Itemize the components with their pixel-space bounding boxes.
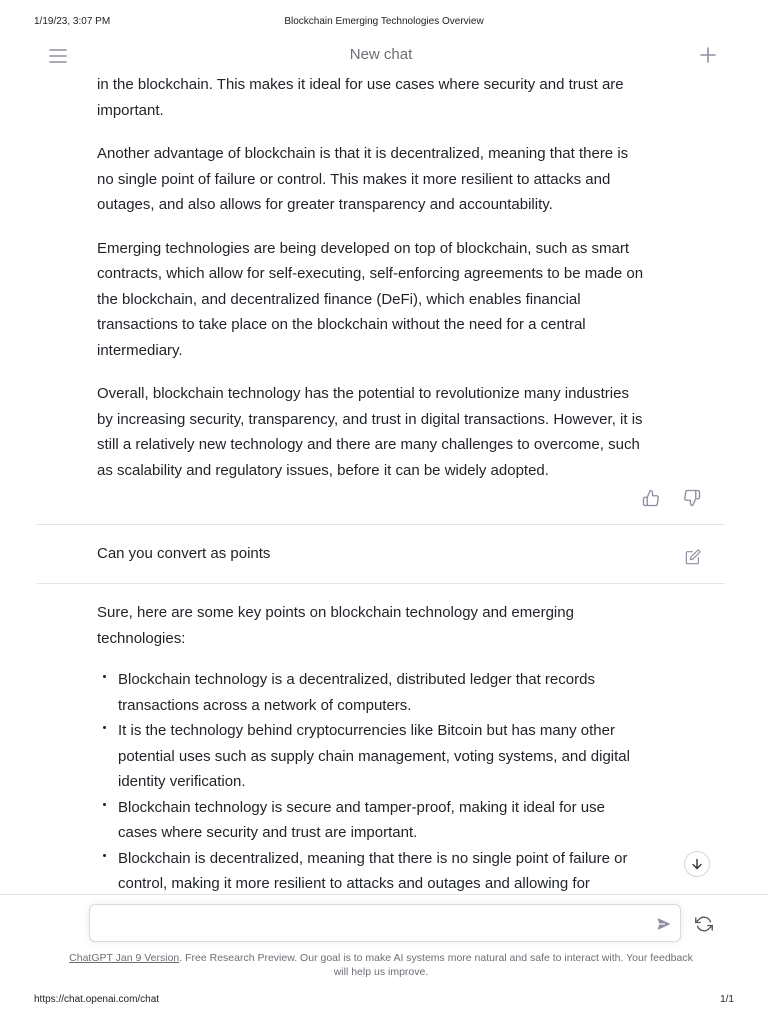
list-item: Blockchain is decentralized, meaning that there is no single point of failure or control, making it more resilient to attacks and outages and allowing for xyxy=(118,846,645,897)
user-message-text: Can you convert as points xyxy=(97,545,271,562)
list-item: It is the technology behind cryptocurrencies like Bitcoin but has many other potential uses such as supply chain management, voting systems, and digital identity verification. xyxy=(118,718,645,795)
conversation xyxy=(37,72,725,897)
message-input[interactable] xyxy=(90,905,654,939)
print-page-number: 1/1 xyxy=(720,994,734,1005)
print-header xyxy=(34,16,734,30)
bullet-list xyxy=(97,667,645,897)
paragraph: Overall, blockchain technology has the potential to revolutionize many industries by increasing security, transparency, and trust in digital transactions. However, it is still a relatively new technology and there are many challenges to overcome, such as scalability and regulatory issues, before it can be widely adopted. xyxy=(97,385,643,479)
thumbs-down-icon[interactable] xyxy=(683,489,701,507)
paragraph: Emerging technologies are being developed on top of blockchain, such as smart contracts, which allow for self-executing, self-enforcing agreements to be made on the blockchain, and decentralized finance (DeFi), which enables financial transactions to take place on the blockchain without the need for a central intermediary. xyxy=(97,239,644,359)
print-url: https://chat.openai.com/chat xyxy=(34,994,160,1005)
thumbs-up-icon[interactable] xyxy=(642,489,660,507)
arrow-down-icon xyxy=(691,858,703,870)
chat-title: New chat xyxy=(349,46,413,63)
user-message xyxy=(37,525,725,583)
top-bar xyxy=(37,40,725,72)
edit-icon[interactable] xyxy=(685,549,701,565)
paragraph: in the blockchain. This makes it ideal for use cases where security and trust are important. xyxy=(97,76,624,119)
scroll-to-bottom-button[interactable] xyxy=(684,851,710,877)
disclaimer-text: . Free Research Preview. Our goal is to make AI systems more natural and safe to interact with. Your feedback will help us improve. xyxy=(179,952,693,978)
assistant-message xyxy=(37,584,725,897)
send-icon[interactable] xyxy=(656,916,672,932)
assistant-message-text xyxy=(97,72,645,483)
plus-icon[interactable] xyxy=(699,46,717,64)
print-footer xyxy=(34,994,734,1008)
list-item: Blockchain technology is a decentralized, distributed ledger that records transactions across a network of computers. xyxy=(118,667,645,718)
paragraph: Sure, here are some key points on blockchain technology and emerging technologies: xyxy=(97,604,574,647)
assistant-message xyxy=(37,72,725,524)
disclaimer xyxy=(67,951,695,979)
print-doc-title: Blockchain Emerging Technologies Overview xyxy=(284,16,484,27)
composer-area xyxy=(0,894,768,985)
print-date: 1/19/23, 3:07 PM xyxy=(34,16,111,27)
assistant-message-text xyxy=(97,600,645,897)
regenerate-icon[interactable] xyxy=(695,915,713,933)
paragraph: Another advantage of blockchain is that it is decentralized, meaning that there is no single point of failure or control. This makes it more resilient to attacks and outages, and also allows for greater transparency and accountability. xyxy=(97,145,629,213)
chat-input-box xyxy=(89,904,681,942)
list-item: Blockchain technology is secure and tamper-proof, making it ideal for use cases where security and trust are important. xyxy=(118,795,645,846)
feedback-buttons xyxy=(623,489,701,512)
version-link[interactable]: ChatGPT Jan 9 Version xyxy=(69,952,180,964)
